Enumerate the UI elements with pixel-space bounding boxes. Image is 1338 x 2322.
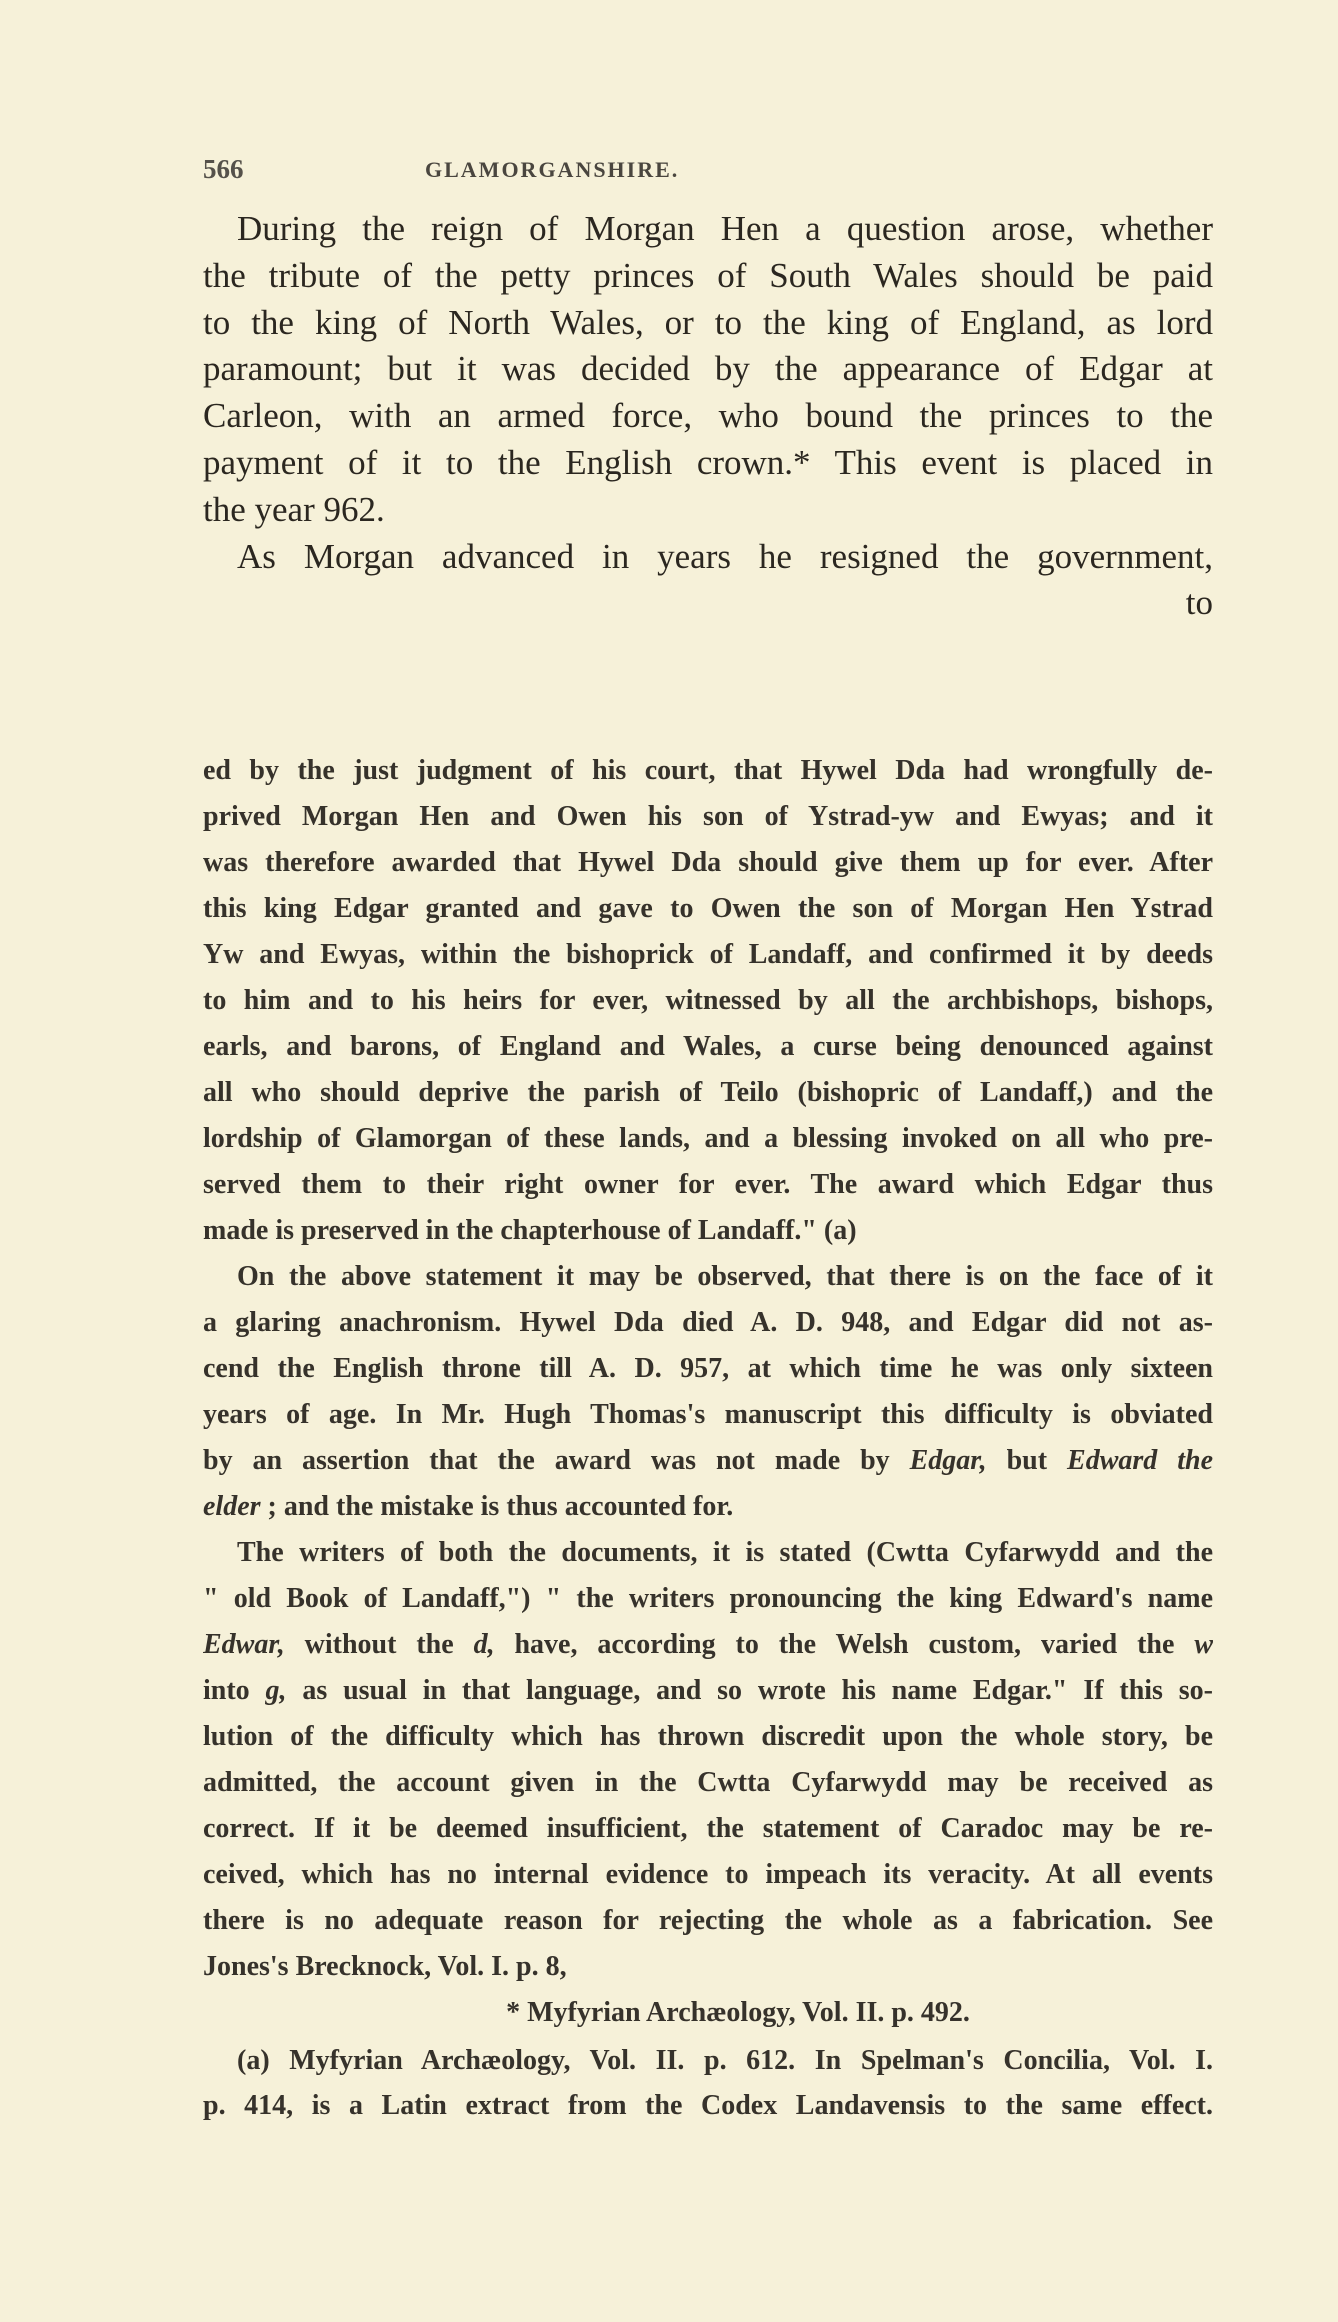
italic-text: w xyxy=(1194,1629,1213,1660)
italic-text: Edgar, xyxy=(909,1445,987,1476)
text-line xyxy=(203,978,1213,1024)
text-span: prived Morgan Hen and Owen his son of Ystrad-yw and Ewyas; and it xyxy=(203,801,1213,832)
text-span: On the above statement it may be observed, that there is on the face of it xyxy=(237,1261,1213,1292)
text-span: have, according to the Welsh custom, varied the xyxy=(494,1629,1195,1660)
text-span: ed by the just judgment of his court, that Hywel Dda had wrongfully de- xyxy=(203,755,1213,786)
text-line xyxy=(203,1622,1213,1668)
text-span: payment of it to the English crown.* This event is placed in xyxy=(203,442,1213,482)
text-span: to xyxy=(1185,583,1213,623)
text-span: (a) Myfyrian Archæology, Vol. II. p. 612. In Spelman's Concilia, Vol. I. xyxy=(237,2045,1213,2076)
text-span: * Myfyrian Archæology, Vol. II. p. 492. xyxy=(506,1997,970,2028)
text-line xyxy=(203,300,1213,347)
text-line xyxy=(203,440,1213,487)
page-number: 566 xyxy=(203,154,244,184)
text-span: to him and to his heirs for ever, witnessed by all the archbishops, bishops, xyxy=(203,985,1213,1016)
text-line xyxy=(203,932,1213,978)
text-line xyxy=(203,1024,1213,1070)
text-span: the tribute of the petty princes of South Wales should be paid xyxy=(203,255,1213,295)
text-line xyxy=(203,206,1213,253)
text-span: but xyxy=(986,1445,1068,1476)
text-span: without the xyxy=(284,1629,474,1660)
text-span: Yw and Ewyas, within the bishoprick of Landaff, and confirmed it by deeds xyxy=(203,939,1213,970)
text-line xyxy=(203,1668,1213,1714)
text-span: As Morgan advanced in years he resigned the government, xyxy=(237,536,1213,576)
text-span: made is preserved in the chapterhouse of Landaff." (a) xyxy=(203,1215,857,1246)
text-span: paramount; but it was decided by the appearance of Edgar at xyxy=(203,349,1213,389)
text-span: cend the English throne till A. D. 957, at which time he was only sixteen xyxy=(203,1353,1213,1384)
text-span: " old Book of Landaff,") " the writers pronouncing the king Edward's name xyxy=(203,1583,1213,1614)
text-line xyxy=(203,487,1213,534)
text-line xyxy=(203,1438,1213,1484)
text-line xyxy=(203,1990,1213,2036)
text-span: a glaring anachronism. Hywel Dda died A. D. 948, and Edgar did not as- xyxy=(203,1307,1213,1338)
page-header xyxy=(203,154,1213,188)
text-span: ceived, which has no internal evidence to impeach its veracity. At all events xyxy=(203,1859,1213,1890)
text-line xyxy=(203,1162,1213,1208)
text-span: to the king of North Wales, or to the king of England, as lord xyxy=(203,302,1213,342)
text-span: there is no adequate reason for rejecting the whole as a fabrication. See xyxy=(203,1905,1213,1936)
text-line xyxy=(203,2083,1213,2128)
text-line xyxy=(203,1944,1213,1990)
text-span: the year 962. xyxy=(203,489,385,529)
italic-text: Edwar, xyxy=(203,1629,285,1660)
text-line xyxy=(203,1300,1213,1346)
text-span: years of age. In Mr. Hugh Thomas's manuscript this difficulty is obviated xyxy=(203,1399,1213,1430)
text-span: lordship of Glamorgan of these lands, and a blessing invoked on all who pre- xyxy=(203,1123,1213,1154)
text-line xyxy=(203,2038,1213,2083)
text-line xyxy=(203,1346,1213,1392)
text-line xyxy=(203,1806,1213,1852)
text-span: admitted, the account given in the Cwtta Cyfarwydd may be received as xyxy=(203,1767,1213,1798)
footnote-a xyxy=(203,2038,1213,2128)
text-line xyxy=(203,794,1213,840)
text-line xyxy=(203,748,1213,794)
text-span: During the reign of Morgan Hen a question arose, whether xyxy=(237,209,1213,248)
text-line xyxy=(203,886,1213,932)
body-text xyxy=(203,206,1213,627)
text-span: lution of the difficulty which has thrown discredit upon the whole story, be xyxy=(203,1721,1213,1752)
text-line xyxy=(203,1254,1213,1300)
text-line xyxy=(203,1116,1213,1162)
italic-text: elder xyxy=(203,1491,261,1522)
text-span: into xyxy=(203,1675,266,1706)
text-line xyxy=(203,1392,1213,1438)
text-line xyxy=(203,1760,1213,1806)
text-span: by an assertion that the award was not made by xyxy=(203,1445,910,1476)
text-span: earls, and barons, of England and Wales, a curse being denounced against xyxy=(203,1031,1213,1062)
text-span: as usual in that language, and so wrote his name Edgar." If this so- xyxy=(286,1675,1213,1706)
text-line xyxy=(203,1898,1213,1944)
text-line xyxy=(203,534,1213,581)
italic-text: Edward the xyxy=(1067,1445,1213,1476)
text-line xyxy=(203,840,1213,886)
text-line xyxy=(203,253,1213,300)
text-span: ; and the mistake is thus accounted for. xyxy=(260,1491,734,1522)
text-line xyxy=(203,1576,1213,1622)
text-line xyxy=(203,1852,1213,1898)
text-line xyxy=(203,1530,1213,1576)
footnote-text xyxy=(203,748,1213,2036)
text-line xyxy=(203,580,1213,627)
text-line xyxy=(203,1714,1213,1760)
italic-text: g, xyxy=(265,1675,287,1706)
text-line xyxy=(203,1484,1213,1530)
text-span: p. 414, is a Latin extract from the Codex Landavensis to the same effect. xyxy=(203,2090,1213,2121)
italic-text: d, xyxy=(473,1629,495,1660)
text-line xyxy=(203,346,1213,393)
text-span: this king Edgar granted and gave to Owen the son of Morgan Hen Ystrad xyxy=(203,893,1213,924)
text-span: was therefore awarded that Hywel Dda should give them up for ever. After xyxy=(203,847,1213,878)
text-span: correct. If it be deemed insufficient, the statement of Caradoc may be re- xyxy=(203,1813,1213,1844)
text-span: all who should deprive the parish of Teilo (bishopric of Landaff,) and the xyxy=(203,1077,1213,1108)
text-line xyxy=(203,1208,1213,1254)
text-span: Carleon, with an armed force, who bound the princes to the xyxy=(203,396,1213,436)
running-title: GLAMORGANSHIRE. xyxy=(425,157,680,182)
text-span: The writers of both the documents, it is stated (Cwtta Cyfarwydd and the xyxy=(237,1537,1213,1568)
text-span: Jones's Brecknock, Vol. I. p. 8, xyxy=(203,1951,567,1982)
text-line xyxy=(203,393,1213,440)
text-span: served them to their right owner for ever. The award which Edgar thus xyxy=(203,1169,1213,1200)
text-line xyxy=(203,1070,1213,1116)
